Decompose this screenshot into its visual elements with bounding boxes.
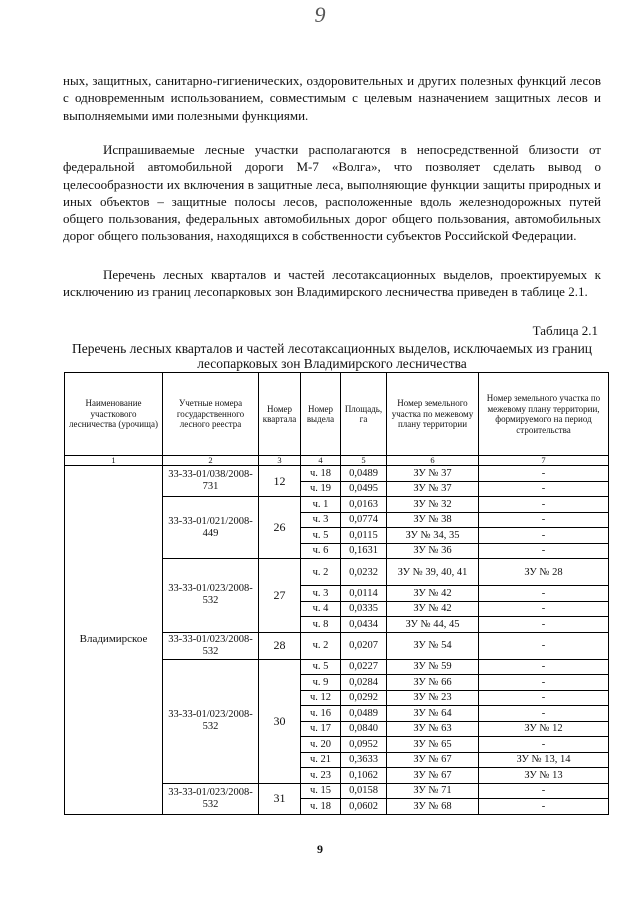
area-cell: 0,0292 [341, 690, 387, 706]
zu-build-cell: ЗУ № 28 [479, 559, 609, 586]
area-cell: 0,0602 [341, 799, 387, 815]
vydel-cell: ч. 2 [301, 632, 341, 659]
registry-number-cell: 33-33-01/023/2008-532 [163, 632, 259, 659]
zu-build-cell: - [479, 466, 609, 482]
area-cell: 0,0489 [341, 466, 387, 482]
paragraph-continuation: ных, защитных, санитарно-гигиенических, оздоровительных и других полезных функций лесов с одновременным использованием, совместимым с целевым назначением защитных лесов и выполняемыми ими полезными функциями. [63, 73, 601, 123]
area-cell: 0,0335 [341, 601, 387, 617]
kvartal-number-cell: 27 [259, 559, 301, 633]
vydel-cell: ч. 19 [301, 481, 341, 497]
kvartal-number-cell: 28 [259, 632, 301, 659]
zu-cell: ЗУ № 64 [387, 706, 479, 722]
kvartal-number-cell: 31 [259, 783, 301, 814]
area-cell: 0,0434 [341, 617, 387, 633]
zu-build-cell: - [479, 617, 609, 633]
table-caption: Перечень лесных кварталов и частей лесотаксационных выделов, исключаемых из границ лесопарковых зон Владимирского лесничества [71, 341, 593, 371]
kvartal-number-cell: 12 [259, 466, 301, 497]
vydel-cell: ч. 9 [301, 675, 341, 691]
exclusion-table [64, 372, 609, 815]
area-cell: 0,0232 [341, 559, 387, 586]
zu-build-cell: - [479, 706, 609, 722]
zu-cell: ЗУ № 63 [387, 721, 479, 737]
area-cell: 0,3633 [341, 752, 387, 768]
zu-cell: ЗУ № 65 [387, 737, 479, 753]
vydel-cell: ч. 17 [301, 721, 341, 737]
area-cell: 0,0489 [341, 706, 387, 722]
vydel-cell: ч. 20 [301, 737, 341, 753]
zu-cell: ЗУ № 67 [387, 768, 479, 784]
area-cell: 0,0840 [341, 721, 387, 737]
zu-build-cell: - [479, 543, 609, 559]
zu-build-cell: ЗУ № 12 [479, 721, 609, 737]
registry-number-cell: 33-33-01/023/2008-532 [163, 783, 259, 814]
zu-build-cell: ЗУ № 13 [479, 768, 609, 784]
vydel-cell: ч. 18 [301, 466, 341, 482]
zu-cell: ЗУ № 68 [387, 799, 479, 815]
zu-build-cell: ЗУ № 13, 14 [479, 752, 609, 768]
registry-number-cell: 33-33-01/038/2008-731 [163, 466, 259, 497]
area-cell: 0,0115 [341, 528, 387, 544]
zu-cell: ЗУ № 54 [387, 632, 479, 659]
paragraph-table-intro: Перечень лесных кварталов и частей лесотаксационных выделов, проектируемых к исключению из границ лесопарковых зон Владимирского лесничества приведен в таблице 2.1. [63, 267, 601, 300]
vydel-cell: ч. 1 [301, 497, 341, 513]
vydel-cell: ч. 16 [301, 706, 341, 722]
area-cell: 0,0227 [341, 659, 387, 675]
zu-cell: ЗУ № 42 [387, 586, 479, 602]
zu-build-cell: - [479, 481, 609, 497]
zu-build-cell: - [479, 799, 609, 815]
zu-build-cell: - [479, 675, 609, 691]
vydel-cell: ч. 18 [301, 799, 341, 815]
column-number-row [65, 456, 609, 466]
area-cell: 0,0163 [341, 497, 387, 513]
table-label: Таблица 2.1 [532, 323, 598, 338]
zu-cell: ЗУ № 32 [387, 497, 479, 513]
table-header-row [65, 373, 609, 456]
area-cell: 0,0774 [341, 512, 387, 528]
column-number: 1 [65, 456, 163, 466]
zu-cell: ЗУ № 23 [387, 690, 479, 706]
column-number: 7 [479, 456, 609, 466]
area-cell: 0,0158 [341, 783, 387, 799]
area-cell: 0,1062 [341, 768, 387, 784]
zu-cell: ЗУ № 44, 45 [387, 617, 479, 633]
zu-build-cell: - [479, 497, 609, 513]
zu-build-cell: - [479, 659, 609, 675]
paragraph-location: Испрашиваемые лесные участки располагаются в непосредственной близости от федеральной автомобильной дороги М-7 «Волга», что позволяет сделать вывод о целесообразности их включения в защитные леса, выполняющие функции защиты природных и иных объектов – защитные полосы лесов, расположенные вдоль железнодорожных путей общего пользования, федеральных автомобильных дорог общего пользования, автомобильных дорог общего пользования, находящихся в собственности субъектов Российской Федерации. [63, 142, 601, 244]
vydel-cell: ч. 3 [301, 512, 341, 528]
column-number: 2 [163, 456, 259, 466]
zu-build-cell: - [479, 601, 609, 617]
header-forestry: Наименование участкового лесничества (урочища) [65, 373, 163, 456]
forestry-name-cell: Владимирское [65, 466, 163, 815]
zu-cell: ЗУ № 42 [387, 601, 479, 617]
zu-build-cell: - [479, 632, 609, 659]
table-row [65, 466, 609, 482]
zu-cell: ЗУ № 37 [387, 481, 479, 497]
vydel-cell: ч. 5 [301, 659, 341, 675]
registry-number-cell: 33-33-01/023/2008-532 [163, 659, 259, 783]
vydel-cell: ч. 8 [301, 617, 341, 633]
zu-cell: ЗУ № 59 [387, 659, 479, 675]
zu-build-cell: - [479, 528, 609, 544]
vydel-cell: ч. 4 [301, 601, 341, 617]
zu-cell: ЗУ № 38 [387, 512, 479, 528]
kvartal-number-cell: 30 [259, 659, 301, 783]
zu-cell: ЗУ № 37 [387, 466, 479, 482]
zu-cell: ЗУ № 36 [387, 543, 479, 559]
zu-cell: ЗУ № 39, 40, 41 [387, 559, 479, 586]
registry-number-cell: 33-33-01/023/2008-532 [163, 559, 259, 633]
area-cell: 0,0207 [341, 632, 387, 659]
column-number: 3 [259, 456, 301, 466]
area-cell: 0,1631 [341, 543, 387, 559]
table-body [65, 456, 609, 815]
registry-number-cell: 33-33-01/021/2008-449 [163, 497, 259, 559]
vydel-cell: ч. 6 [301, 543, 341, 559]
zu-cell: ЗУ № 66 [387, 675, 479, 691]
header-kvartal: Номер квартала [259, 373, 301, 456]
vydel-cell: ч. 2 [301, 559, 341, 586]
zu-cell: ЗУ № 67 [387, 752, 479, 768]
vydel-cell: ч. 21 [301, 752, 341, 768]
header-zu-build: Номер земельного участка по межевому плану территории, формируемого на период строительства [479, 373, 609, 456]
handwritten-page-number: 9 [314, 2, 326, 27]
column-number: 5 [341, 456, 387, 466]
zu-build-cell: - [479, 690, 609, 706]
vydel-cell: ч. 15 [301, 783, 341, 799]
header-vydel: Номер выдела [301, 373, 341, 456]
kvartal-number-cell: 26 [259, 497, 301, 559]
area-cell: 0,0284 [341, 675, 387, 691]
header-registry: Учетные номера государственного лесного реестра [163, 373, 259, 456]
header-zu: Номер земельного участка по межевому плану территории [387, 373, 479, 456]
footer-page-number: 9 [317, 842, 323, 856]
zu-cell: ЗУ № 34, 35 [387, 528, 479, 544]
header-area: Площадь, га [341, 373, 387, 456]
vydel-cell: ч. 23 [301, 768, 341, 784]
zu-build-cell: - [479, 783, 609, 799]
zu-build-cell: - [479, 737, 609, 753]
vydel-cell: ч. 5 [301, 528, 341, 544]
zu-cell: ЗУ № 71 [387, 783, 479, 799]
zu-build-cell: - [479, 586, 609, 602]
zu-build-cell: - [479, 512, 609, 528]
area-cell: 0,0495 [341, 481, 387, 497]
area-cell: 0,0114 [341, 586, 387, 602]
column-number: 6 [387, 456, 479, 466]
vydel-cell: ч. 3 [301, 586, 341, 602]
area-cell: 0,0952 [341, 737, 387, 753]
vydel-cell: ч. 12 [301, 690, 341, 706]
column-number: 4 [301, 456, 341, 466]
